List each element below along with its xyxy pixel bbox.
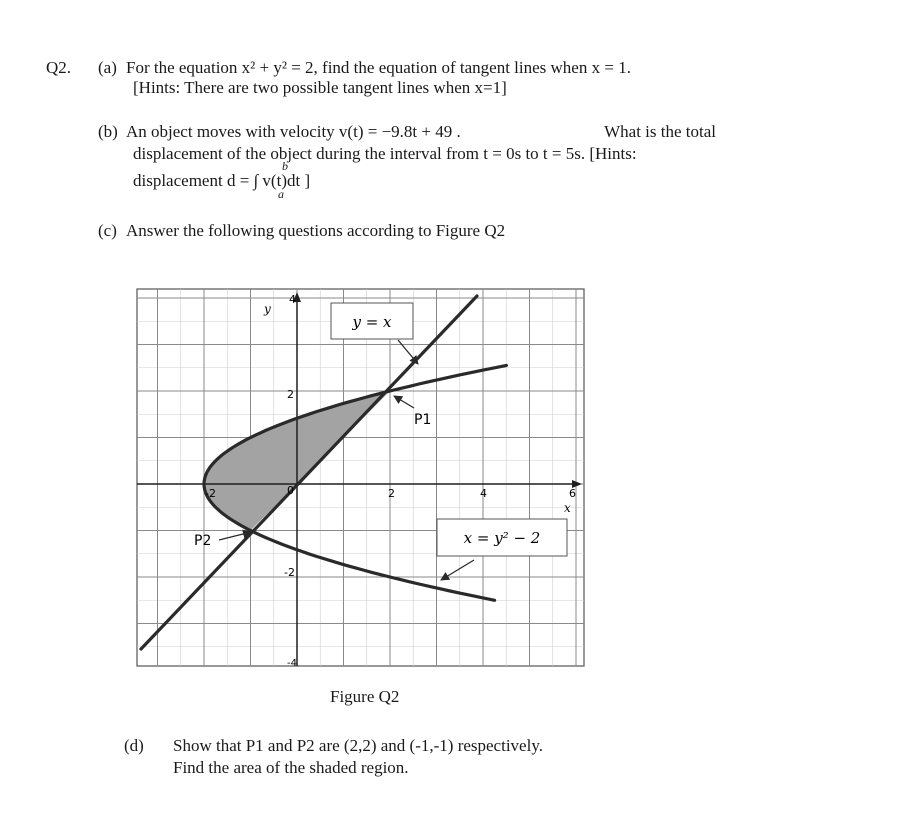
tick-x-neg2: -2 xyxy=(205,487,216,500)
tick-x-6: 6 xyxy=(569,487,576,500)
tick-x-4: 4 xyxy=(480,487,487,500)
tick-y-neg2: -2 xyxy=(284,566,295,579)
part-a-hint: [Hints: There are two possible tangent lines when x=1] xyxy=(133,78,507,97)
part-b-line3: displacement d = ∫ v(t)dt ] xyxy=(133,171,311,190)
tick-x-2: 2 xyxy=(388,487,395,500)
figure-q2-graph xyxy=(130,282,590,672)
label-p1: P1 xyxy=(414,412,432,428)
integral-lower-limit: a xyxy=(278,187,284,201)
axis-x-label: x xyxy=(564,501,571,515)
part-b-line1-left: An object moves with velocity v(t) = −9.8t + 49 . xyxy=(126,122,461,141)
part-d-label: (d) xyxy=(124,736,144,755)
part-b-label: (b) xyxy=(98,122,118,141)
tick-y-4: 4 xyxy=(289,293,296,306)
part-a-text: For the equation x² + y² = 2, find the equation of tangent lines when x = 1. xyxy=(126,58,631,77)
part-a-label: (a) xyxy=(98,58,117,77)
part-d-line1: Show that P1 and P2 are (2,2) and (-1,-1) respectively. xyxy=(173,736,543,755)
tick-y-neg4: -4 xyxy=(287,658,297,669)
tick-y-2: 2 xyxy=(287,388,294,401)
axis-y-label: y xyxy=(264,302,271,316)
part-d-line2: Find the area of the shaded region. xyxy=(173,758,409,777)
part-c-text: Answer the following questions according to Figure Q2 xyxy=(126,221,506,240)
part-b-line1 xyxy=(126,122,716,142)
tick-y-0: 0 xyxy=(287,484,294,497)
question-number: Q2. xyxy=(46,58,72,77)
part-b-line1-right: What is the total xyxy=(604,122,716,141)
part-b-line2: displacement of the object during the interval from t = 0s to t = 5s. [Hints: xyxy=(133,144,637,163)
figure-caption: Figure Q2 xyxy=(330,687,400,706)
integral-upper-limit: b xyxy=(282,159,288,173)
label-y-equals-x: y = x xyxy=(352,313,392,331)
label-parabola: x = y² − 2 xyxy=(463,529,541,547)
label-p2: P2 xyxy=(194,533,212,549)
part-c-label: (c) xyxy=(98,221,117,240)
